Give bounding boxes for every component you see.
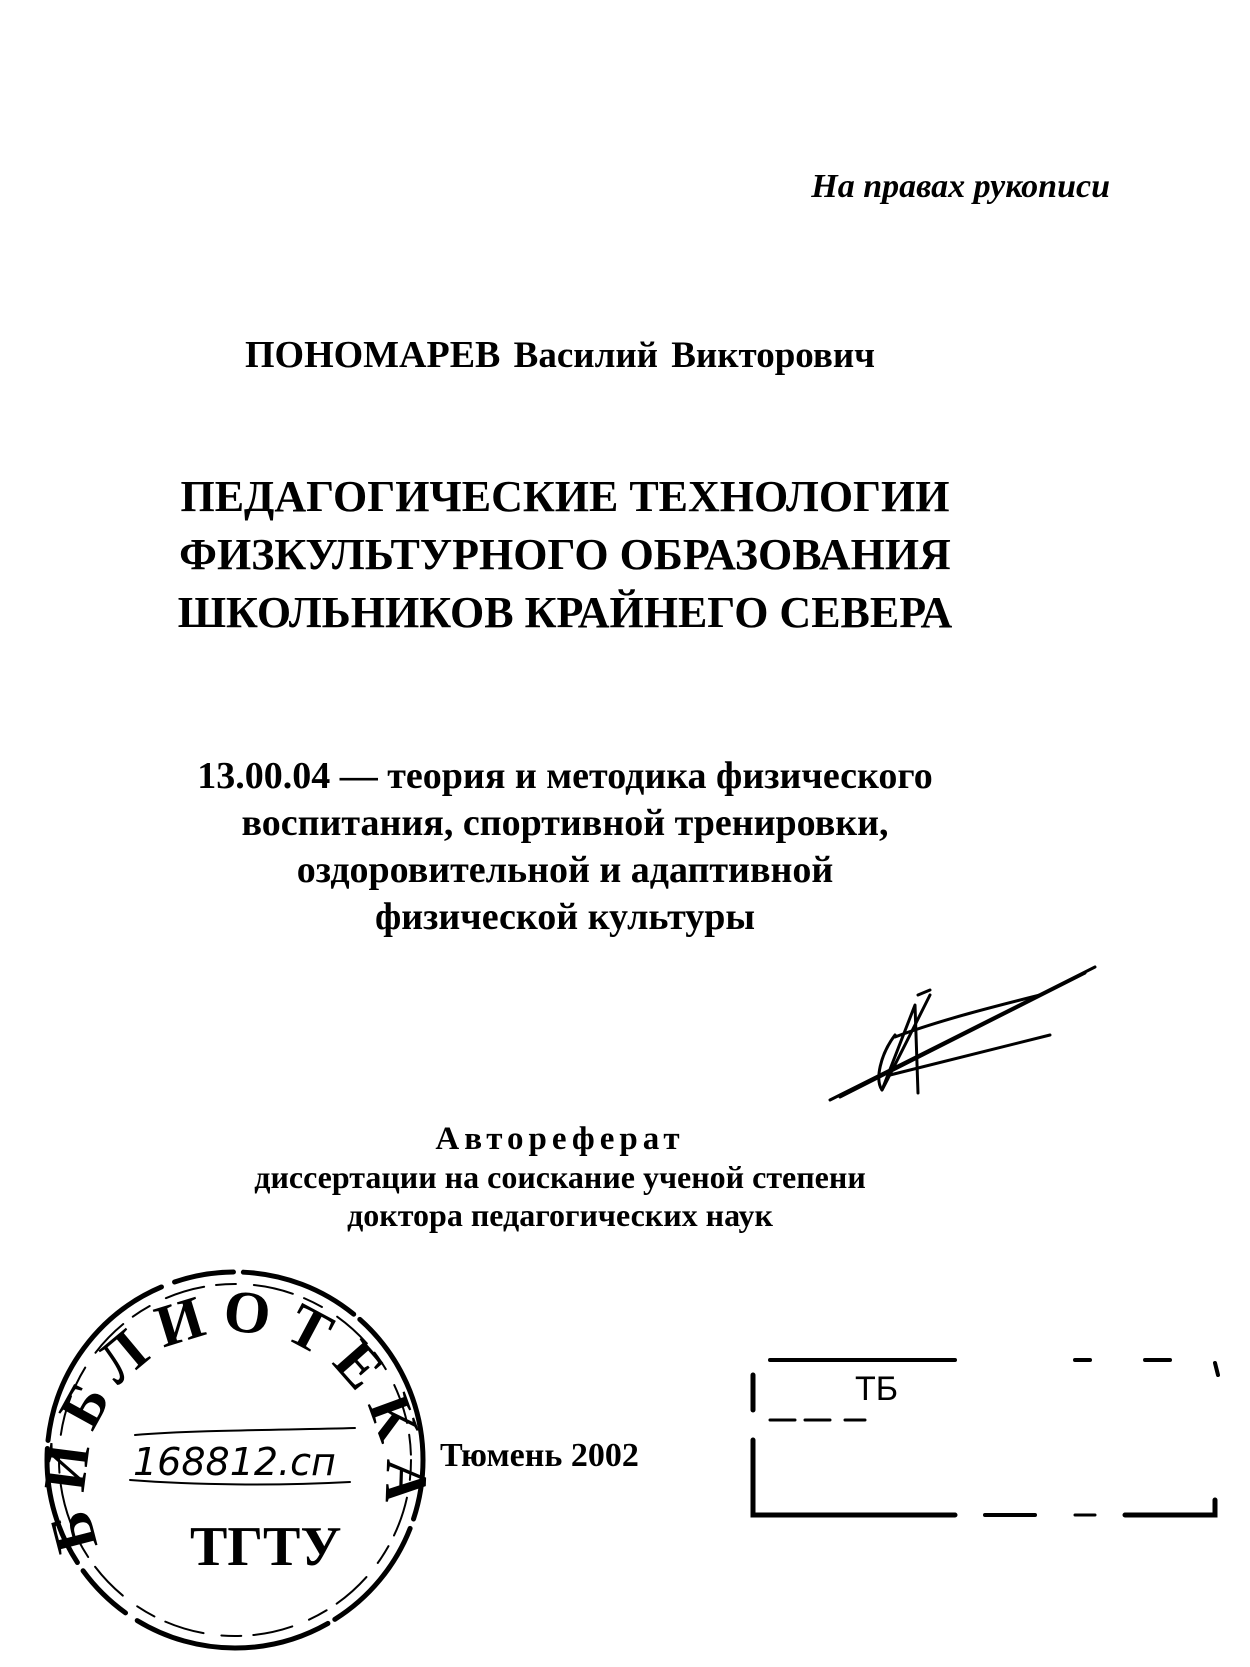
specialty-line: физической культуры [374, 896, 756, 938]
specialty-line: 13.00.04 — теория и методика физического [197, 755, 933, 797]
signature [820, 965, 1100, 1105]
stamp-number: 168812.сп [133, 1440, 336, 1484]
abstract-heading: Автореферат [435, 1121, 685, 1157]
rights-note: На правах рукописи [811, 168, 1110, 205]
abstract-line: диссертации на соискание ученой степени [254, 1159, 866, 1195]
city-year: Тюмень 2002 [440, 1437, 639, 1474]
box-stamp-text: ТБ [855, 1370, 899, 1408]
author-given-names: Василий Викторович [513, 335, 876, 376]
author-name [100, 333, 1020, 377]
specialty-line: оздоровительной и адаптивной [296, 849, 834, 891]
box-stamp [745, 1355, 1225, 1525]
stamp-arc-text: БИБЛИОТЕКА [30, 1277, 441, 1560]
library-stamp [25, 1260, 441, 1660]
dissertation-title [60, 468, 1070, 642]
specialty-code [60, 753, 1070, 941]
stamp-org: ТГТУ [190, 1516, 342, 1578]
author-surname: ПОНОМАРЕВ [244, 334, 501, 376]
specialty-line: воспитания, спортивной тренировки, [241, 802, 889, 844]
title-line: ШКОЛЬНИКОВ КРАЙНЕГО СЕВЕРА [177, 588, 953, 637]
title-line: ПЕДАГОГИЧЕСКИЕ ТЕХНОЛОГИИ [180, 472, 950, 521]
abstract-line: доктора педагогических наук [347, 1197, 773, 1233]
abstract-block [100, 1120, 1020, 1234]
title-line: ФИЗКУЛЬТУРНОГО ОБРАЗОВАНИЯ [179, 530, 951, 579]
